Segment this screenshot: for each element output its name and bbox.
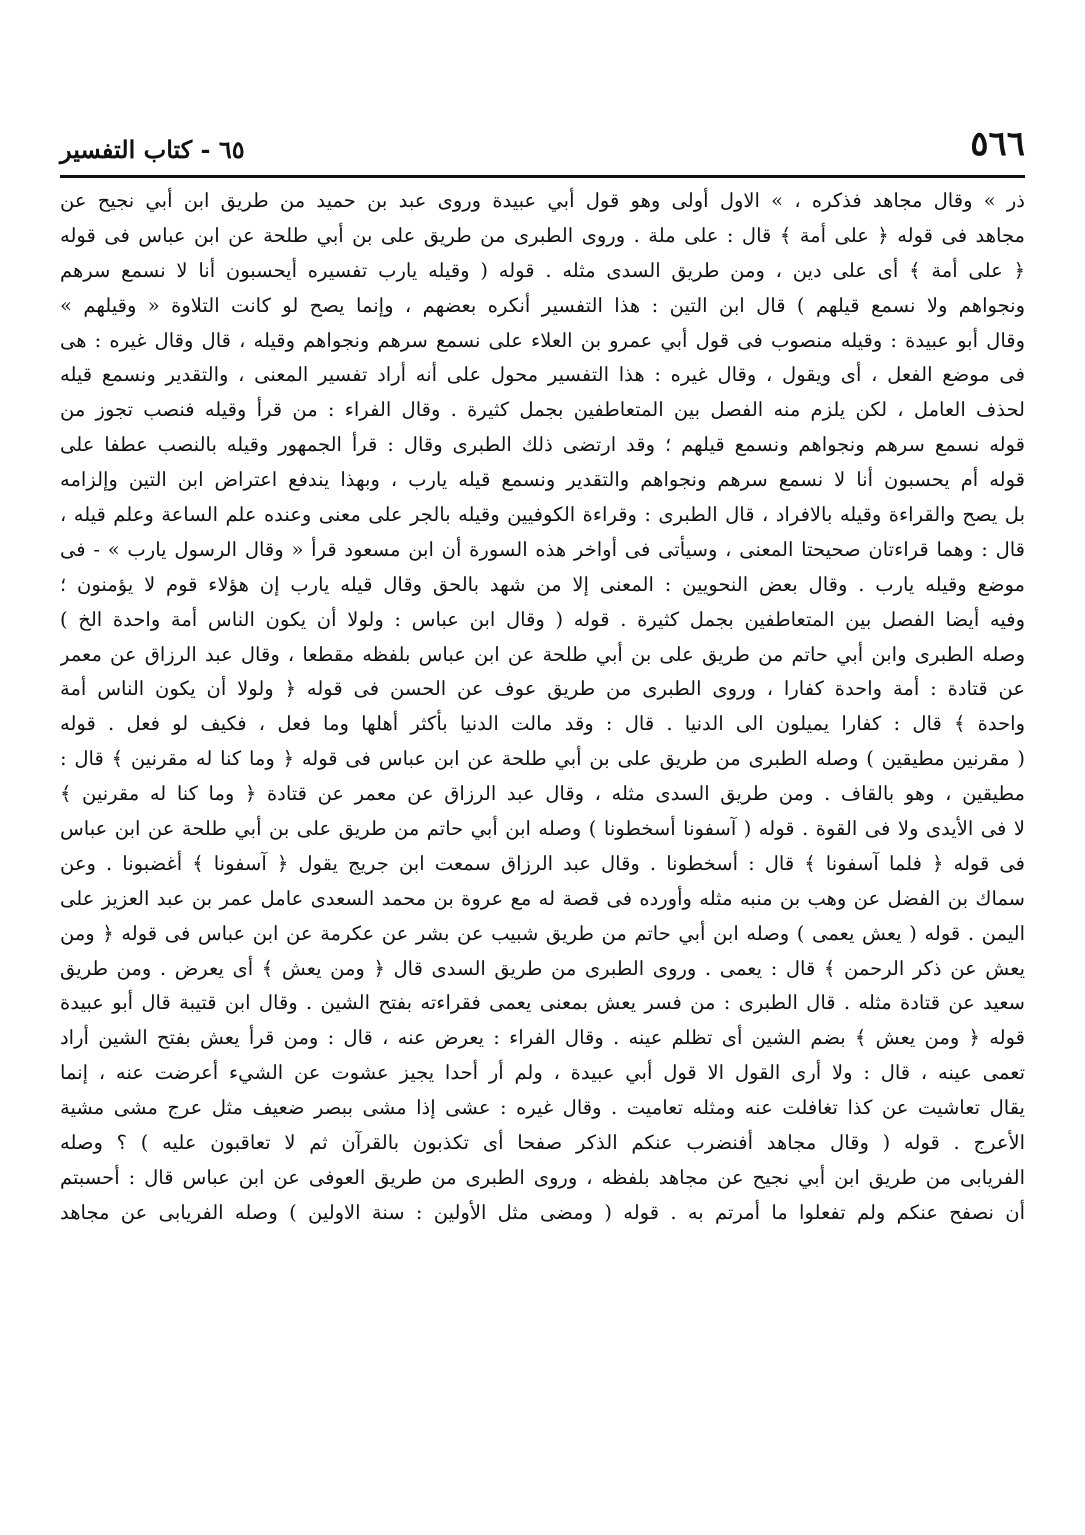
text-line: الفريابى من طريق ابن أبي نجيح عن مجاهد بلفظه ، وروى الطبرى من طريق العوفى عن ابن عباس قال : أحسبتم	[60, 1165, 1025, 1189]
text-line: تعمى عينه ، قال : ولا أرى القول الا قول أبي عبيدة ، ولم أر أحدا يجيز عشوت عن الشيء أعرضت عنه ، إنما	[60, 1061, 1025, 1085]
text-line: أن نصفح عنكم ولم تفعلوا ما أمرتم به . قوله ( ومضى مثل الأولين : سنة الاولين ) وصله الفريابى عن مجاهد	[60, 1200, 1025, 1224]
text-line: قوله ﴿ ومن يعش ﴾ بضم الشين أى تظلم عينه . وقال الفراء : يعرض عنه ، قال : ومن قرأ يعش بفتح الشين أراد	[60, 1026, 1025, 1050]
text-line: قوله أم يحسبون أنا لا نسمع سرهم ونجواهم والتقدير ونسمع قيله يارب ، وبهذا يندفع اعتراض ابن التين وإلزامه	[60, 468, 1025, 492]
text-line: سماك بن الفضل عن وهب بن منبه مثله وأورده فى قصة له مع عروة بن محمد السعدى عامل عمر بن عبد العزيز على	[60, 886, 1025, 910]
text-line: يقال تعاشيت عن كذا تغافلت عنه ومثله تعاميت . وقال غيره : عشى إذا مشى ببصر ضعيف مثل عرج مشى مشية	[60, 1096, 1025, 1120]
text-line: ﴿ على أمة ﴾ أى على دين ، ومن طريق السدى مثله . قوله ( وقيله يارب تفسيره أيحسبون أنا لا نسمع سرهم	[60, 258, 1025, 282]
text-line: سعيد عن قتادة مثله . قال الطبرى : من فسر يعش بمعنى يعمى فقراءته بفتح الشين . وقال ابن قتيبة قال أبو عبيدة	[60, 991, 1025, 1015]
page-header	[60, 120, 1025, 178]
text-line: اليمن . قوله ( يعش يعمى ) وصله ابن أبي حاتم من طريق شبيب عن بشر عن عكرمة عن ابن عباس فى قوله ﴿ ومن	[60, 921, 1025, 945]
text-line: فى موضع الفعل ، أى ويقول ، وقال غيره : هذا التفسير محول على أنه أراد تفسير المعنى ، والتقدير ونسمع قيله	[60, 363, 1025, 387]
body-text	[60, 184, 1025, 1231]
text-line: موضع وقيله يارب . وقال بعض النحويين : المعنى إلا من شهد بالحق وقال قيله يارب إن هؤلاء قوم لا يؤمنون ؛	[60, 572, 1025, 596]
text-line: لحذف العامل ، لكن يلزم منه الفصل بين المتعاطفين بجمل كثيرة . وقال الفراء : من قرأ وقيله فنصب تجوز من	[60, 398, 1025, 422]
text-line: عن قتادة : أمة واحدة كفارا ، وروى الطبرى من طريق عوف عن الحسن فى قوله ﴿ ولولا أن يكون الناس أمة	[60, 677, 1025, 701]
text-line: مجاهد فى قوله ﴿ على أمة ﴾ قال : على ملة . وروى الطبرى من طريق على بن أبي طلحة عن ابن عباس فى قوله	[60, 223, 1025, 247]
text-line: الأعرج . قوله ( وقال مجاهد أفنضرب عنكم الذكر صفحا أى تكذبون بالقرآن ثم لا تعاقبون عليه ) ؟ وصله	[60, 1131, 1025, 1155]
text-line: قال : وهما قراءتان صحيحتا المعنى ، وسيأتى فى أواخر هذه السورة أن ابن مسعود قرأ « وقال الرسول يارب » - فى	[60, 537, 1025, 561]
book-page	[60, 120, 1025, 1520]
text-line: وقال أبو عبيدة : وقيله منصوب فى قول أبي عمرو بن العلاء على نسمع سرهم ونجواهم وقيله ، قال وقال غيره : هى	[60, 328, 1025, 352]
text-line: يعش عن ذكر الرحمن ﴾ قال : يعمى . وروى الطبرى من طريق السدى قال ﴿ ومن يعش ﴾ أى يعرض . ومن طريق	[60, 956, 1025, 980]
text-line: بل يصح والقراءة وقيله بالافراد ، قال الطبرى : وقراءة الكوفيين وقيله بالجر على معنى وعنده علم الساعة وعلم قيله ،	[60, 503, 1025, 527]
page-number: ٥٦٦	[970, 124, 1025, 164]
text-line: وفيه أيضا الفصل بين المتعاطفين بجمل كثيرة . قوله ( وقال ابن عباس : ولولا أن يكون الناس أمة واحدة الخ )	[60, 607, 1025, 631]
text-line: مطيقين ، وهو بالقاف . ومن طريق السدى مثله ، وقال عبد الرزاق عن معمر عن قتادة ﴿ وما كنا له مقرنين ﴾	[60, 782, 1025, 806]
text-line: ذر » وقال مجاهد فذكره ، » الاول أولى وهو قول أبي عبيدة وروى عبد بن حميد من طريق ابن أبي نجيح عن	[60, 189, 1025, 212]
text-line: لا فى الأيدى ولا فى القوة . قوله ( آسفونا أسخطونا ) وصله ابن أبي حاتم من طريق على بن أبي طلحة عن ابن عباس	[60, 817, 1025, 841]
running-title: ٦٥ - كتاب التفسير	[60, 135, 245, 164]
text-line: وصله الطبرى وابن أبي حاتم من طريق على بن أبي طلحة عن ابن عباس بلفظه مقطعا ، وقال عبد الرزاق عن معمر	[60, 642, 1025, 666]
text-line: قوله نسمع سرهم ونجواهم ونسمع قيلهم ؛ وقد ارتضى ذلك الطبرى وقال : قرأ الجمهور وقيله بالنصب عطفا على	[60, 433, 1025, 457]
text-line: واحدة ﴾ قال : كفارا يميلون الى الدنيا . قال : وقد مالت الدنيا بأكثر أهلها وما فعل ، فكيف لو فعل . قوله	[60, 712, 1025, 736]
text-line: ( مقرنين مطيقين ) وصله الطبرى من طريق على بن أبي طلحة عن ابن عباس فى قوله ﴿ وما كنا له مقرنين ﴾ قال :	[60, 747, 1025, 771]
text-line: ونجواهم ولا نسمع قيلهم ) قال ابن التين : هذا التفسير أنكره بعضهم ، وإنما يصح لو كانت التلاوة « وقيلهم »	[60, 293, 1025, 317]
text-line: فى قوله ﴿ فلما آسفونا ﴾ قال : أسخطونا . وقال عبد الرزاق سمعت ابن جريج يقول ﴿ آسفونا ﴾ أغضبونا . وعن	[60, 851, 1025, 875]
